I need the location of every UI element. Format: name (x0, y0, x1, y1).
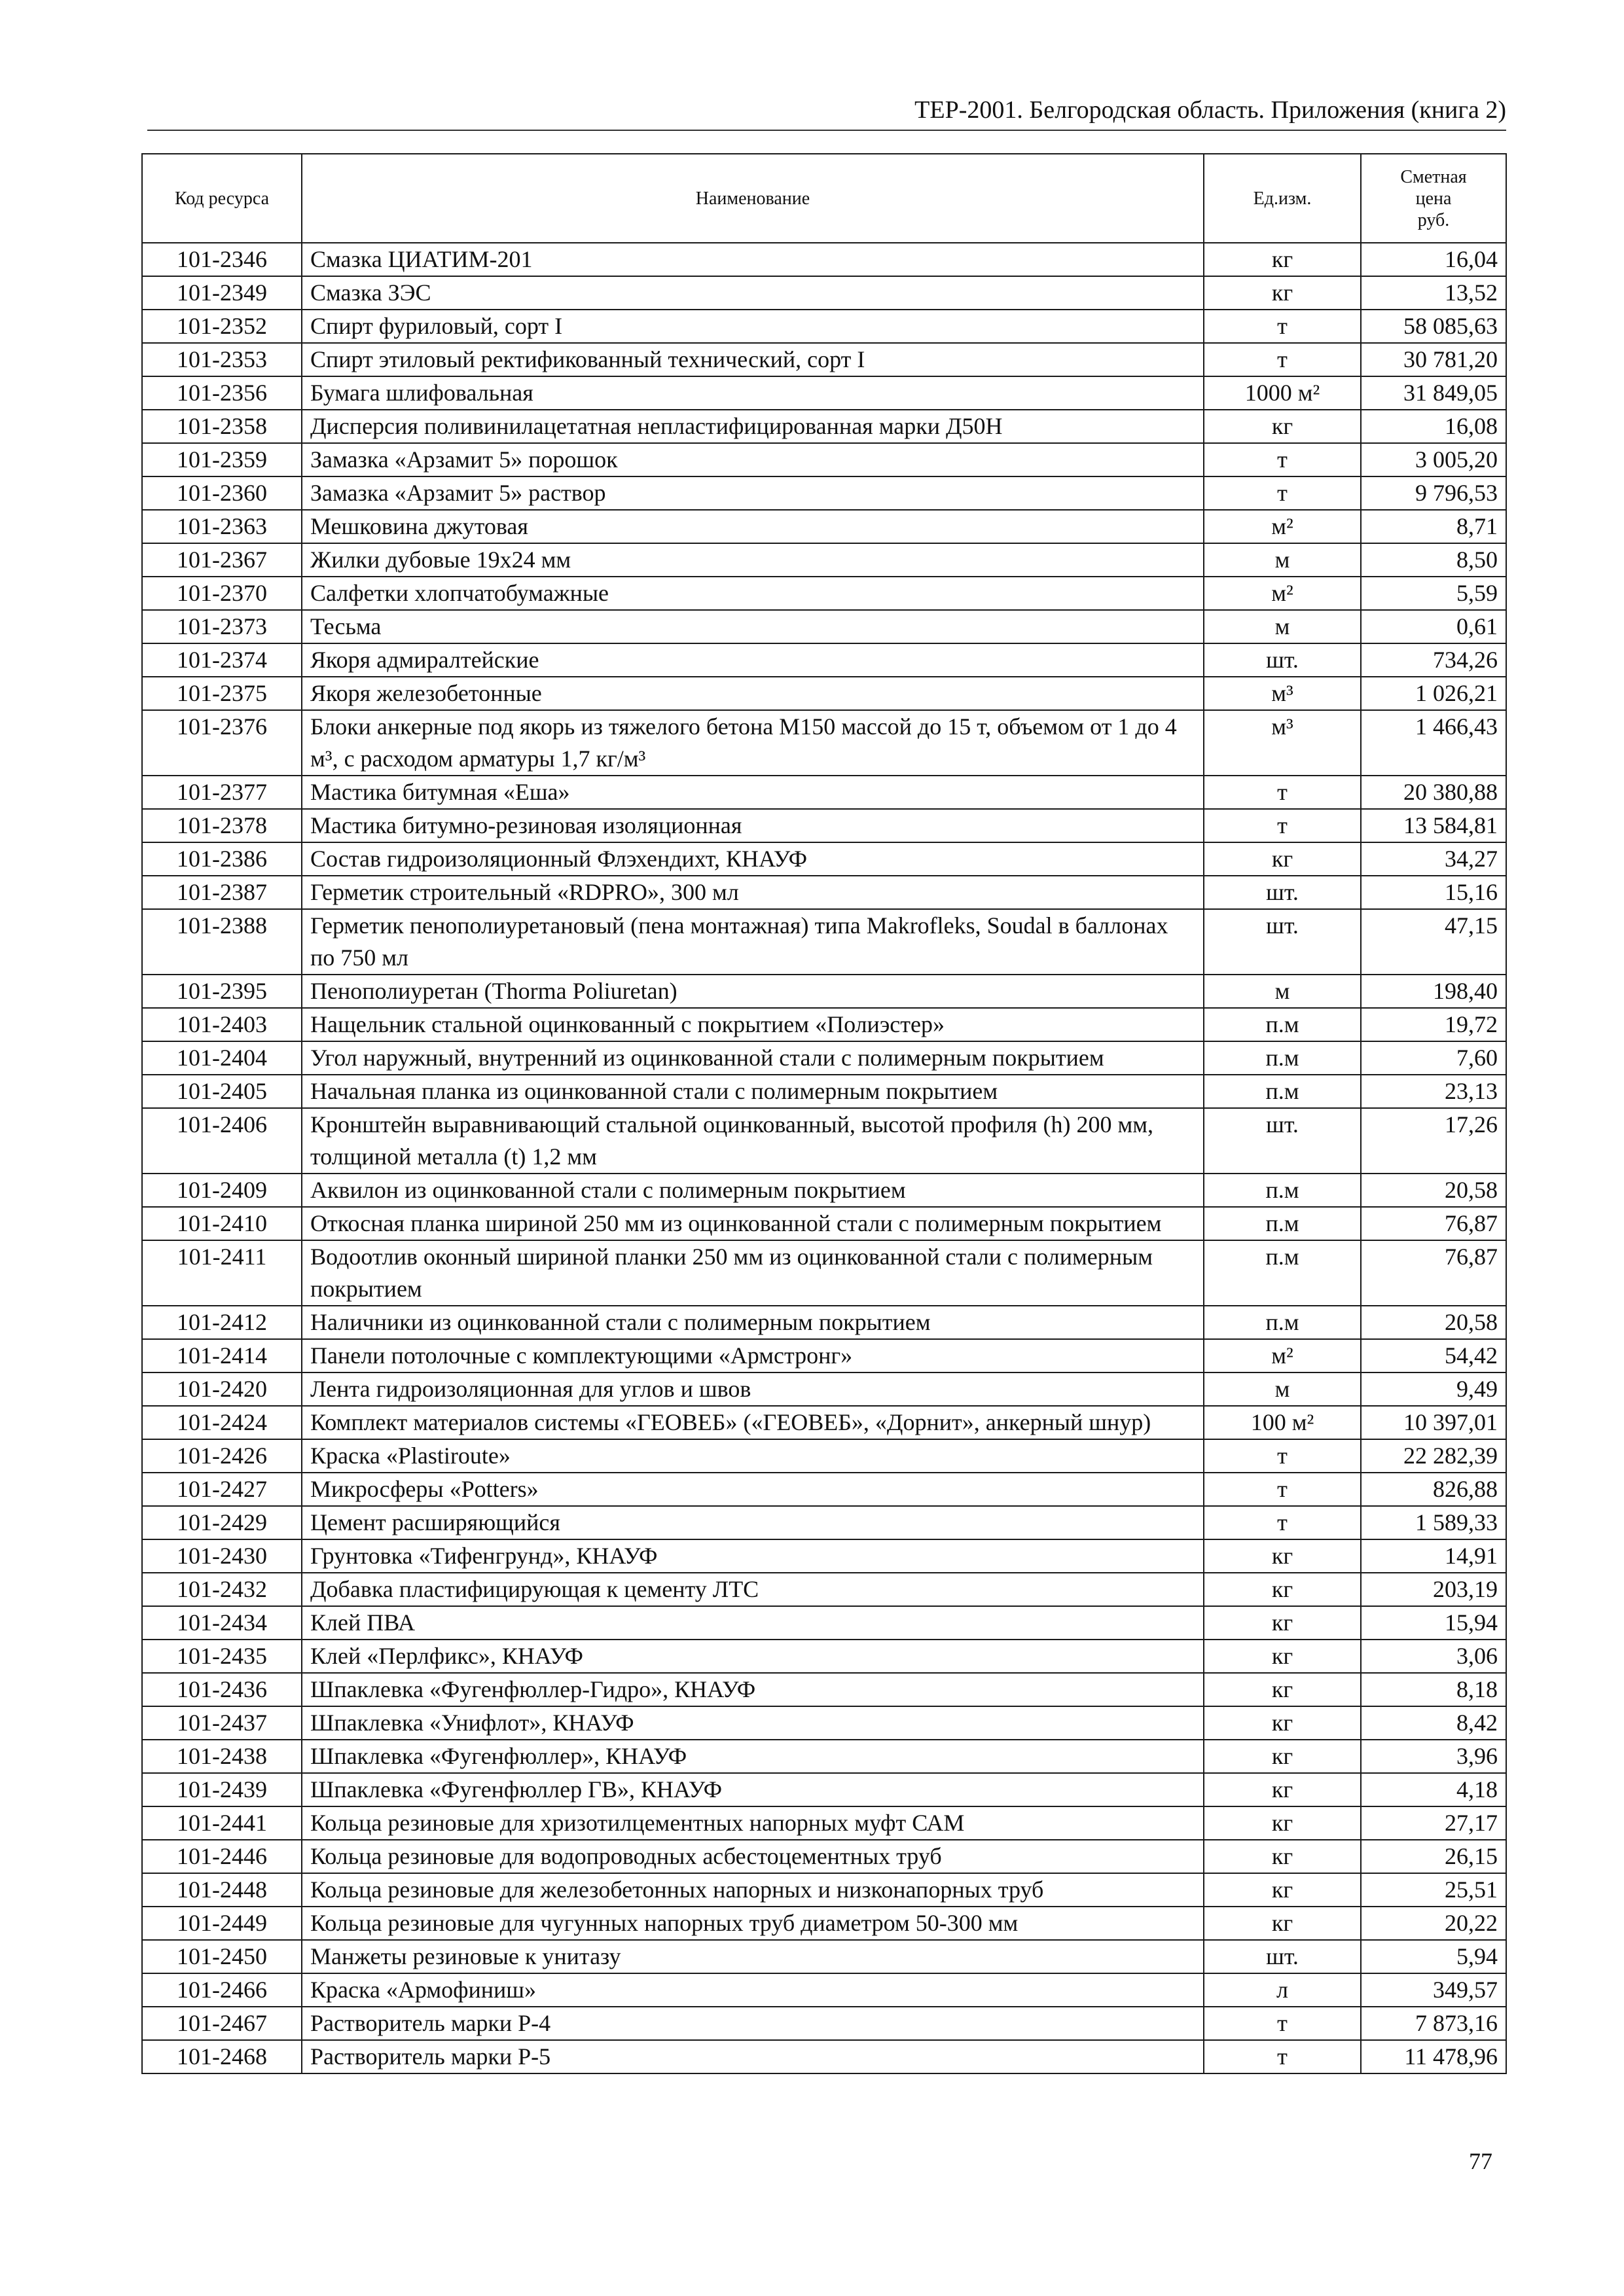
table-row (142, 443, 1506, 476)
column-header-price-line: цена (1415, 188, 1452, 209)
resource-code-cell: 101-2430 (142, 1539, 302, 1573)
price-cell: 20,22 (1361, 1907, 1506, 1940)
table-row (142, 809, 1506, 842)
unit-cell: шт. (1204, 876, 1361, 909)
table-row (142, 643, 1506, 677)
price-cell: 3 005,20 (1361, 443, 1506, 476)
unit-cell: т (1204, 2007, 1361, 2040)
resource-name-cell: Панели потолочные с комплектующими «Армстронг» (302, 1339, 1204, 1372)
table-row (142, 1706, 1506, 1740)
resource-code-cell: 101-2409 (142, 1174, 302, 1207)
unit-cell: м² (1204, 577, 1361, 610)
resource-name-cell: Замазка «Арзамит 5» порошок (302, 443, 1204, 476)
resource-name-cell: Грунтовка «Тифенгрунд», КНАУФ (302, 1539, 1204, 1573)
resource-name-cell: Краска «Армофиниш» (302, 1973, 1204, 2007)
resource-name-cell: Смазка ЦИАТИМ-201 (302, 243, 1204, 276)
unit-cell: кг (1204, 1806, 1361, 1840)
price-cell: 1 466,43 (1361, 710, 1506, 776)
unit-cell: кг (1204, 1539, 1361, 1573)
resource-code-cell: 101-2427 (142, 1473, 302, 1506)
page-header-title: ТЕР-2001. Белгородская область. Приложения (книга 2) (914, 96, 1506, 124)
resource-code-cell: 101-2367 (142, 543, 302, 577)
unit-cell: т (1204, 1473, 1361, 1506)
resource-name-cell: Нащельник стальной оцинкованный с покрытием «Полиэстер» (302, 1008, 1204, 1041)
table-row (142, 1673, 1506, 1706)
resource-name-cell: Кольца резиновые для хризотилцементных напорных муфт САМ (302, 1806, 1204, 1840)
unit-cell: кг (1204, 410, 1361, 443)
resource-name-cell: Блоки анкерные под якорь из тяжелого бетона М150 массой до 15 т, объемом от 1 до 4 м³, с расходом арматуры 1,7 кг/м³ (302, 710, 1204, 776)
unit-cell: кг (1204, 276, 1361, 310)
resource-name-cell: Кольца резиновые для железобетонных напорных и низконапорных труб (302, 1873, 1204, 1907)
resource-name-cell: Лента гидроизоляционная для углов и швов (302, 1372, 1204, 1406)
unit-cell: шт. (1204, 909, 1361, 975)
resource-code-cell: 101-2467 (142, 2007, 302, 2040)
table-row (142, 677, 1506, 710)
table-row (142, 543, 1506, 577)
resource-name-cell: Кольца резиновые для водопроводных асбестоцементных труб (302, 1840, 1204, 1873)
price-cell: 7 873,16 (1361, 2007, 1506, 2040)
resource-code-cell: 101-2363 (142, 510, 302, 543)
resource-name-cell: Герметик пенополиуретановый (пена монтажная) типа Makrofleks, Soudal в баллонах по 750 мл (302, 909, 1204, 975)
resource-name-cell: Угол наружный, внутренний из оцинкованной стали с полимерным покрытием (302, 1041, 1204, 1075)
table-row (142, 1940, 1506, 1973)
resource-name-cell: Замазка «Арзамит 5» раствор (302, 476, 1204, 510)
resource-code-cell: 101-2420 (142, 1372, 302, 1406)
resource-name-cell: Клей «Перлфикс», КНАУФ (302, 1640, 1204, 1673)
resource-code-cell: 101-2432 (142, 1573, 302, 1606)
resource-code-cell: 101-2388 (142, 909, 302, 975)
table-row (142, 1174, 1506, 1207)
table-row (142, 1041, 1506, 1075)
unit-cell: кг (1204, 1840, 1361, 1873)
price-cell: 8,42 (1361, 1706, 1506, 1740)
resource-name-cell: Жилки дубовые 19х24 мм (302, 543, 1204, 577)
resource-name-cell: Начальная планка из оцинкованной стали с полимерным покрытием (302, 1075, 1204, 1108)
resource-code-cell: 101-2439 (142, 1773, 302, 1806)
resource-name-cell: Шпаклевка «Фугенфюллер ГВ», КНАУФ (302, 1773, 1204, 1806)
resource-code-cell: 101-2446 (142, 1840, 302, 1873)
resource-name-cell: Манжеты резиновые к унитазу (302, 1940, 1204, 1973)
price-cell: 8,18 (1361, 1673, 1506, 1706)
unit-cell: м³ (1204, 677, 1361, 710)
unit-cell: шт. (1204, 1940, 1361, 1973)
resource-name-cell: Водоотлив оконный шириной планки 250 мм из оцинкованной стали с полимерным покрытием (302, 1240, 1204, 1306)
resource-price-table (141, 153, 1507, 2074)
unit-cell: кг (1204, 1873, 1361, 1907)
price-cell: 9,49 (1361, 1372, 1506, 1406)
resource-name-cell: Клей ПВА (302, 1606, 1204, 1640)
resource-code-cell: 101-2349 (142, 276, 302, 310)
resource-name-cell: Краска «Plastiroute» (302, 1439, 1204, 1473)
price-cell: 20 380,88 (1361, 776, 1506, 809)
resource-name-cell: Кронштейн выравнивающий стальной оцинкованный, высотой профиля (h) 200 мм, толщиной металла (t) 1,2 мм (302, 1108, 1204, 1174)
price-cell: 8,71 (1361, 510, 1506, 543)
price-cell: 27,17 (1361, 1806, 1506, 1840)
price-cell: 25,51 (1361, 1873, 1506, 1907)
price-cell: 4,18 (1361, 1773, 1506, 1806)
unit-cell: п.м (1204, 1041, 1361, 1075)
resource-code-cell: 101-2375 (142, 677, 302, 710)
resource-code-cell: 101-2404 (142, 1041, 302, 1075)
resource-code-cell: 101-2429 (142, 1506, 302, 1539)
table-row (142, 1573, 1506, 1606)
price-cell: 13 584,81 (1361, 809, 1506, 842)
unit-cell: т (1204, 443, 1361, 476)
unit-cell: 100 м² (1204, 1406, 1361, 1439)
table-row (142, 876, 1506, 909)
price-cell: 5,59 (1361, 577, 1506, 610)
unit-cell: п.м (1204, 1306, 1361, 1339)
price-cell: 26,15 (1361, 1840, 1506, 1873)
price-cell: 8,50 (1361, 543, 1506, 577)
resource-name-cell: Смазка ЗЭС (302, 276, 1204, 310)
resource-code-cell: 101-2353 (142, 343, 302, 376)
table-row (142, 1439, 1506, 1473)
table-row (142, 1506, 1506, 1539)
resource-code-cell: 101-2373 (142, 610, 302, 643)
resource-code-cell: 101-2346 (142, 243, 302, 276)
unit-cell: м³ (1204, 710, 1361, 776)
resource-code-cell: 101-2359 (142, 443, 302, 476)
unit-cell: кг (1204, 1740, 1361, 1773)
table-row (142, 376, 1506, 410)
unit-cell: м² (1204, 1339, 1361, 1372)
resource-code-cell: 101-2450 (142, 1940, 302, 1973)
table-row (142, 1640, 1506, 1673)
unit-cell: т (1204, 809, 1361, 842)
unit-cell: кг (1204, 243, 1361, 276)
unit-cell: м (1204, 610, 1361, 643)
resource-name-cell: Мастика битумная «Еша» (302, 776, 1204, 809)
resource-code-cell: 101-2434 (142, 1606, 302, 1640)
price-cell: 76,87 (1361, 1240, 1506, 1306)
price-cell: 826,88 (1361, 1473, 1506, 1506)
resource-code-cell: 101-2352 (142, 310, 302, 343)
price-cell: 15,94 (1361, 1606, 1506, 1640)
unit-cell: кг (1204, 1907, 1361, 1940)
price-cell: 20,58 (1361, 1174, 1506, 1207)
price-cell: 15,16 (1361, 876, 1506, 909)
resource-name-cell: Шпаклевка «Фугенфюллер», КНАУФ (302, 1740, 1204, 1773)
unit-cell: т (1204, 343, 1361, 376)
resource-name-cell: Якоря адмиралтейские (302, 643, 1204, 677)
resource-name-cell: Откосная планка шириной 250 мм из оцинкованной стали с полимерным покрытием (302, 1207, 1204, 1240)
price-cell: 31 849,05 (1361, 376, 1506, 410)
price-cell: 47,15 (1361, 909, 1506, 975)
resource-name-cell: Добавка пластифицирующая к цементу ЛТС (302, 1573, 1204, 1606)
resource-code-cell: 101-2449 (142, 1907, 302, 1940)
table-row (142, 310, 1506, 343)
resource-code-cell: 101-2414 (142, 1339, 302, 1372)
table-row (142, 1840, 1506, 1873)
price-cell: 5,94 (1361, 1940, 1506, 1973)
column-header-unit: Ед.изм. (1204, 154, 1361, 243)
unit-cell: кг (1204, 1773, 1361, 1806)
unit-cell: т (1204, 776, 1361, 809)
unit-cell: т (1204, 2040, 1361, 2073)
unit-cell: кг (1204, 842, 1361, 876)
resource-name-cell: Комплект материалов системы «ГЕОВЕБ» («ГЕОВЕБ», «Дорнит», анкерный шнур) (302, 1406, 1204, 1439)
table-row (142, 2040, 1506, 2073)
table-row (142, 476, 1506, 510)
resource-code-cell: 101-2378 (142, 809, 302, 842)
resource-name-cell: Растворитель марки Р-5 (302, 2040, 1204, 2073)
table-row (142, 1907, 1506, 1940)
price-cell: 11 478,96 (1361, 2040, 1506, 2073)
resource-code-cell: 101-2448 (142, 1873, 302, 1907)
price-cell: 3,06 (1361, 1640, 1506, 1673)
resource-code-cell: 101-2376 (142, 710, 302, 776)
unit-cell: кг (1204, 1606, 1361, 1640)
resource-code-cell: 101-2360 (142, 476, 302, 510)
unit-cell: м (1204, 543, 1361, 577)
table-row (142, 1008, 1506, 1041)
resource-name-cell: Шпаклевка «Фугенфюллер-Гидро», КНАУФ (302, 1673, 1204, 1706)
table-row (142, 1873, 1506, 1907)
unit-cell: п.м (1204, 1008, 1361, 1041)
price-cell: 734,26 (1361, 643, 1506, 677)
resource-name-cell: Спирт фуриловый, сорт I (302, 310, 1204, 343)
table-row (142, 1473, 1506, 1506)
price-cell: 14,91 (1361, 1539, 1506, 1573)
resource-code-cell: 101-2406 (142, 1108, 302, 1174)
resource-code-cell: 101-2441 (142, 1806, 302, 1840)
price-cell: 9 796,53 (1361, 476, 1506, 510)
resource-code-cell: 101-2424 (142, 1406, 302, 1439)
table-row (142, 1406, 1506, 1439)
table-row (142, 909, 1506, 975)
resource-name-cell: Дисперсия поливинилацетатная непластифицированная марки Д50Н (302, 410, 1204, 443)
unit-cell: кг (1204, 1706, 1361, 1740)
resource-name-cell: Цемент расширяющийся (302, 1506, 1204, 1539)
column-header-price-line: руб. (1417, 209, 1450, 230)
price-cell: 58 085,63 (1361, 310, 1506, 343)
price-cell: 76,87 (1361, 1207, 1506, 1240)
resource-name-cell: Тесьма (302, 610, 1204, 643)
unit-cell: т (1204, 476, 1361, 510)
price-cell: 10 397,01 (1361, 1406, 1506, 1439)
table-row (142, 1306, 1506, 1339)
table-row (142, 1372, 1506, 1406)
resource-code-cell: 101-2370 (142, 577, 302, 610)
price-cell: 30 781,20 (1361, 343, 1506, 376)
table-row (142, 975, 1506, 1008)
resource-code-cell: 101-2410 (142, 1207, 302, 1240)
resource-code-cell: 101-2374 (142, 643, 302, 677)
unit-cell: шт. (1204, 1108, 1361, 1174)
table-row (142, 1606, 1506, 1640)
table-row (142, 1108, 1506, 1174)
table-row (142, 410, 1506, 443)
column-header-name: Наименование (302, 154, 1204, 243)
resource-name-cell: Якоря железобетонные (302, 677, 1204, 710)
column-header-price-line: Сметная (1400, 166, 1467, 187)
resource-code-cell: 101-2377 (142, 776, 302, 809)
price-cell: 349,57 (1361, 1973, 1506, 2007)
unit-cell: п.м (1204, 1174, 1361, 1207)
column-header-code: Код ресурса (142, 154, 302, 243)
table-row (142, 1740, 1506, 1773)
resource-code-cell: 101-2437 (142, 1706, 302, 1740)
resource-code-cell: 101-2395 (142, 975, 302, 1008)
unit-cell: л (1204, 1973, 1361, 2007)
unit-cell: кг (1204, 1673, 1361, 1706)
table-header-row (142, 154, 1506, 243)
unit-cell: кг (1204, 1640, 1361, 1673)
resource-code-cell: 101-2411 (142, 1240, 302, 1306)
resource-code-cell: 101-2426 (142, 1439, 302, 1473)
unit-cell: м (1204, 1372, 1361, 1406)
price-cell: 19,72 (1361, 1008, 1506, 1041)
resource-name-cell: Наличники из оцинкованной стали с полимерным покрытием (302, 1306, 1204, 1339)
resource-name-cell: Шпаклевка «Унифлот», КНАУФ (302, 1706, 1204, 1740)
price-cell: 198,40 (1361, 975, 1506, 1008)
resource-code-cell: 101-2468 (142, 2040, 302, 2073)
resource-code-cell: 101-2387 (142, 876, 302, 909)
price-cell: 20,58 (1361, 1306, 1506, 1339)
table-row (142, 842, 1506, 876)
unit-cell: кг (1204, 1573, 1361, 1606)
resource-name-cell: Состав гидроизоляционный Флэхендихт, КНАУФ (302, 842, 1204, 876)
resource-code-cell: 101-2386 (142, 842, 302, 876)
table-row (142, 710, 1506, 776)
resource-name-cell: Спирт этиловый ректификованный технический, сорт I (302, 343, 1204, 376)
price-cell: 1 026,21 (1361, 677, 1506, 710)
resource-name-cell: Бумага шлифовальная (302, 376, 1204, 410)
table-row (142, 1207, 1506, 1240)
resource-name-cell: Салфетки хлопчатобумажные (302, 577, 1204, 610)
resource-name-cell: Микросферы «Potters» (302, 1473, 1204, 1506)
table-row (142, 243, 1506, 276)
resource-code-cell: 101-2435 (142, 1640, 302, 1673)
price-cell: 0,61 (1361, 610, 1506, 643)
resource-name-cell: Кольца резиновые для чугунных напорных труб диаметром 50-300 мм (302, 1907, 1204, 1940)
table-row (142, 1773, 1506, 1806)
resource-code-cell: 101-2436 (142, 1673, 302, 1706)
resource-code-cell: 101-2412 (142, 1306, 302, 1339)
table-row (142, 1339, 1506, 1372)
unit-cell: п.м (1204, 1075, 1361, 1108)
column-header-price (1361, 154, 1506, 243)
unit-cell: п.м (1204, 1207, 1361, 1240)
table-row (142, 1806, 1506, 1840)
price-cell: 13,52 (1361, 276, 1506, 310)
table-row (142, 276, 1506, 310)
table-row (142, 1075, 1506, 1108)
page-number: 77 (1469, 2148, 1492, 2174)
unit-cell: м (1204, 975, 1361, 1008)
resource-name-cell: Пенополиуретан (Thorma Poliuretan) (302, 975, 1204, 1008)
price-cell: 203,19 (1361, 1573, 1506, 1606)
price-cell: 23,13 (1361, 1075, 1506, 1108)
unit-cell: м² (1204, 510, 1361, 543)
table-row (142, 610, 1506, 643)
unit-cell: п.м (1204, 1240, 1361, 1306)
unit-cell: шт. (1204, 643, 1361, 677)
table-row (142, 1539, 1506, 1573)
resource-name-cell: Растворитель марки Р-4 (302, 2007, 1204, 2040)
price-cell: 1 589,33 (1361, 1506, 1506, 1539)
table-row (142, 510, 1506, 543)
price-cell: 7,60 (1361, 1041, 1506, 1075)
resource-name-cell: Аквилон из оцинкованной стали с полимерным покрытием (302, 1174, 1204, 1207)
table-row (142, 2007, 1506, 2040)
unit-cell: т (1204, 1439, 1361, 1473)
table-row (142, 1240, 1506, 1306)
table-row (142, 577, 1506, 610)
price-cell: 34,27 (1361, 842, 1506, 876)
resource-code-cell: 101-2438 (142, 1740, 302, 1773)
price-cell: 16,04 (1361, 243, 1506, 276)
resource-name-cell: Мешковина джутовая (302, 510, 1204, 543)
header-divider (147, 130, 1506, 131)
resource-name-cell: Герметик строительный «RDPRO», 300 мл (302, 876, 1204, 909)
price-cell: 17,26 (1361, 1108, 1506, 1174)
unit-cell: 1000 м² (1204, 376, 1361, 410)
resource-name-cell: Мастика битумно-резиновая изоляционная (302, 809, 1204, 842)
table-row (142, 776, 1506, 809)
price-cell: 3,96 (1361, 1740, 1506, 1773)
price-cell: 54,42 (1361, 1339, 1506, 1372)
resource-code-cell: 101-2356 (142, 376, 302, 410)
table-body (142, 243, 1506, 2073)
table-row (142, 1973, 1506, 2007)
resource-code-cell: 101-2358 (142, 410, 302, 443)
price-cell: 22 282,39 (1361, 1439, 1506, 1473)
resource-code-cell: 101-2403 (142, 1008, 302, 1041)
unit-cell: т (1204, 310, 1361, 343)
price-cell: 16,08 (1361, 410, 1506, 443)
resource-code-cell: 101-2405 (142, 1075, 302, 1108)
table-row (142, 343, 1506, 376)
unit-cell: т (1204, 1506, 1361, 1539)
resource-code-cell: 101-2466 (142, 1973, 302, 2007)
